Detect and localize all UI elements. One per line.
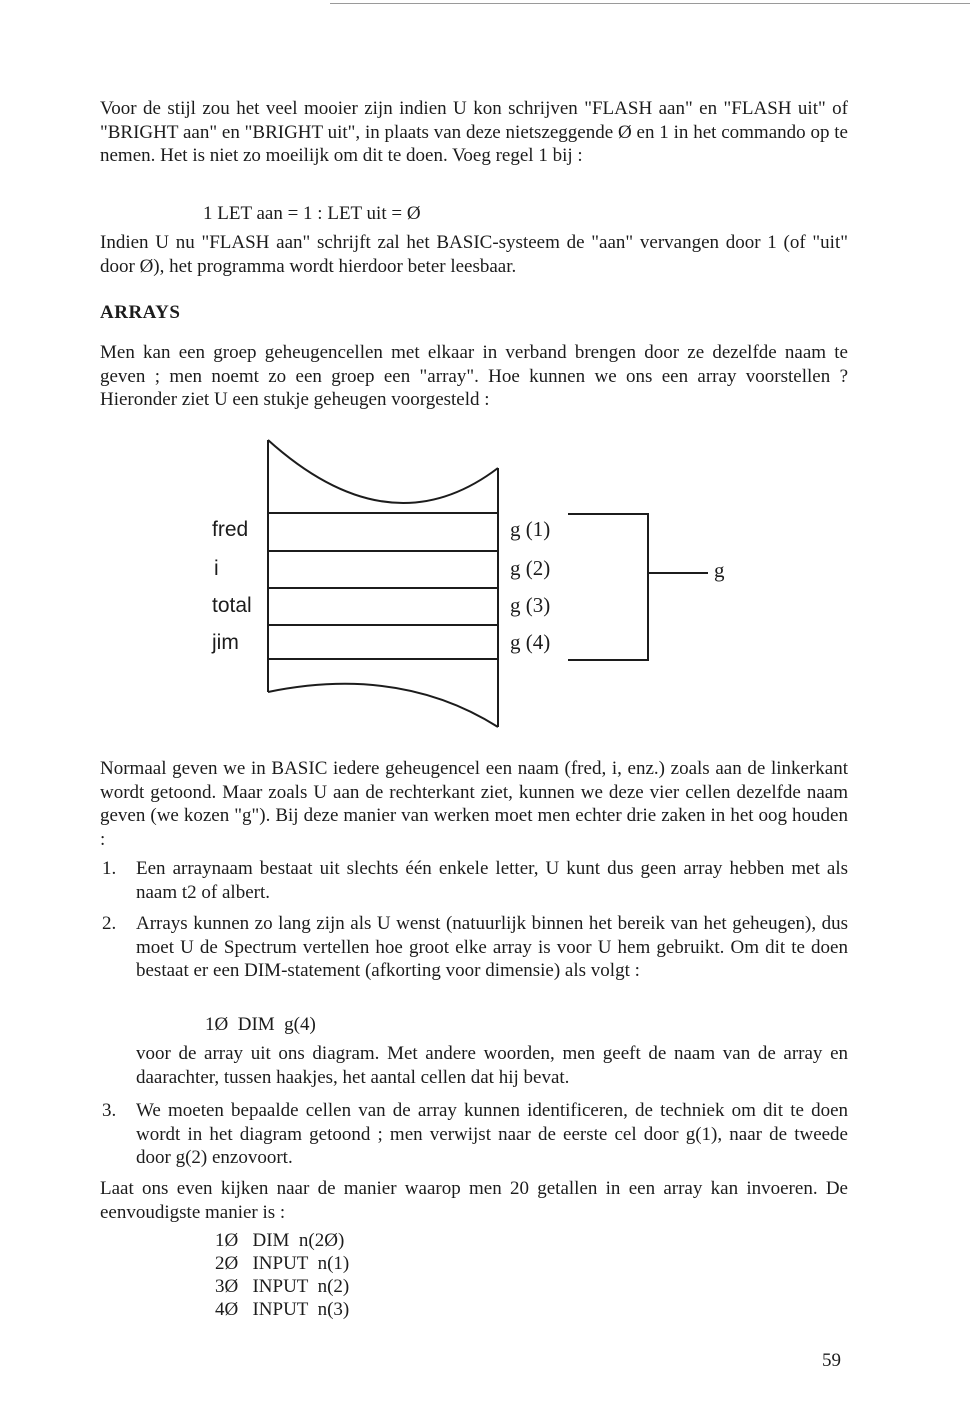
memory-cell-2 xyxy=(268,551,498,588)
list-item-3: We moeten bepaalde cellen van de array kunnen identificeren, de techniek om dit te doen wordt in het diagram getoond ; men verwijst naar de eerste cel door g(1), naar de tweede door g(2) enzovoort. xyxy=(136,1100,848,1168)
intro-followup: Indien U nu "FLASH aan" schrijft zal het BASIC-systeem de "aan" vervangen door 1 (of "uit" door Ø), het programma wordt hierdoor beter leesbaar. xyxy=(100,232,848,277)
group-label: g xyxy=(714,558,725,582)
list-number-2: 2. xyxy=(102,913,117,934)
top-rule xyxy=(330,3,970,4)
list-number-1: 1. xyxy=(102,858,117,879)
list-item-2: Arrays kunnen zo lang zijn als U wenst (natuurlijk binnen het bereik van het geheugen), dus moet U de Spectrum vertellen hoe groot elke array is voor U hem gebruikt. Om dit te doen bestaat er een DIM-statement (afkorting voor dimensie) als volgt : xyxy=(136,913,848,981)
section-paragraph: Men kan een groep geheugencellen met elkaar in verband brengen door ze dezelfde naam te geven ; men noemt zo een groep een "array". Hoe kunnen we ons een array voorstellen ? Hieronder ziet U een stukje geheugen voorgesteld : xyxy=(100,342,848,410)
code-line-20: 2Ø INPUT n(1) xyxy=(215,1253,350,1274)
code-line-40: 4Ø INPUT n(3) xyxy=(215,1299,350,1320)
list-item-2-after: voor de array uit ons diagram. Met andere woorden, men geeft de naam van de array en daarachter, tussen haakjes, het aantal cellen dat hij bevat. xyxy=(136,1043,848,1088)
left-label-fred: fred xyxy=(212,518,249,541)
closing-paragraph: Laat ons even kijken naar de manier waarop men 20 getallen in een array kan invoeren. De eenvoudigste manier is : xyxy=(100,1178,848,1223)
code-line-10: 1Ø DIM n(2Ø) xyxy=(215,1230,345,1251)
right-label-g4: g (4) xyxy=(510,630,551,654)
body-paragraph: Normaal geven we in BASIC iedere geheugencel een naam (fred, i, enz.) zoals aan de linkerkant wordt getoond. Maar zoals U aan de rechterkant ziet, kunnen we deze vier cellen dezelfde naam geven (we kozen "g"). Bij deze manier van werken moet men echter drie zaken in het oog houden : xyxy=(100,758,848,850)
memory-bottom-cap xyxy=(268,659,498,727)
memory-cell-4 xyxy=(268,625,498,659)
code-line-30: 3Ø INPUT n(2) xyxy=(215,1276,350,1297)
list-item-2-code: 1Ø DIM g(4) xyxy=(205,1014,316,1035)
list-item-1: Een arraynaam bestaat uit slechts één enkele letter, U kunt dus geen array hebben met als naam t2 of albert. xyxy=(136,858,848,903)
array-diagram-svg xyxy=(200,430,760,735)
group-bracket xyxy=(568,514,648,660)
memory-top-cap xyxy=(268,440,498,513)
left-label-i: i xyxy=(214,557,219,580)
memory-cell-3 xyxy=(268,588,498,625)
page-number: 59 xyxy=(822,1350,841,1371)
left-label-total: total xyxy=(212,594,252,617)
right-label-g2: g (2) xyxy=(510,556,551,580)
left-label-jim: jim xyxy=(212,631,239,654)
intro-paragraph: Voor de stijl zou het veel mooier zijn indien U kon schrijven "FLASH aan" en "FLASH uit" of "BRIGHT aan" en "BRIGHT uit", in plaats van deze nietszeggende Ø en 1 in het commando op te nemen. Het is niet zo moeilijk om dit te doen. Voeg regel 1 bij : xyxy=(100,98,848,166)
list-number-3: 3. xyxy=(102,1100,117,1121)
right-label-g1: g (1) xyxy=(510,517,551,541)
memory-cell-1 xyxy=(268,513,498,551)
intro-code: 1 LET aan = 1 : LET uit = Ø xyxy=(203,203,421,224)
array-diagram xyxy=(200,430,760,735)
right-label-g3: g (3) xyxy=(510,593,551,617)
section-heading: ARRAYS xyxy=(100,302,181,323)
